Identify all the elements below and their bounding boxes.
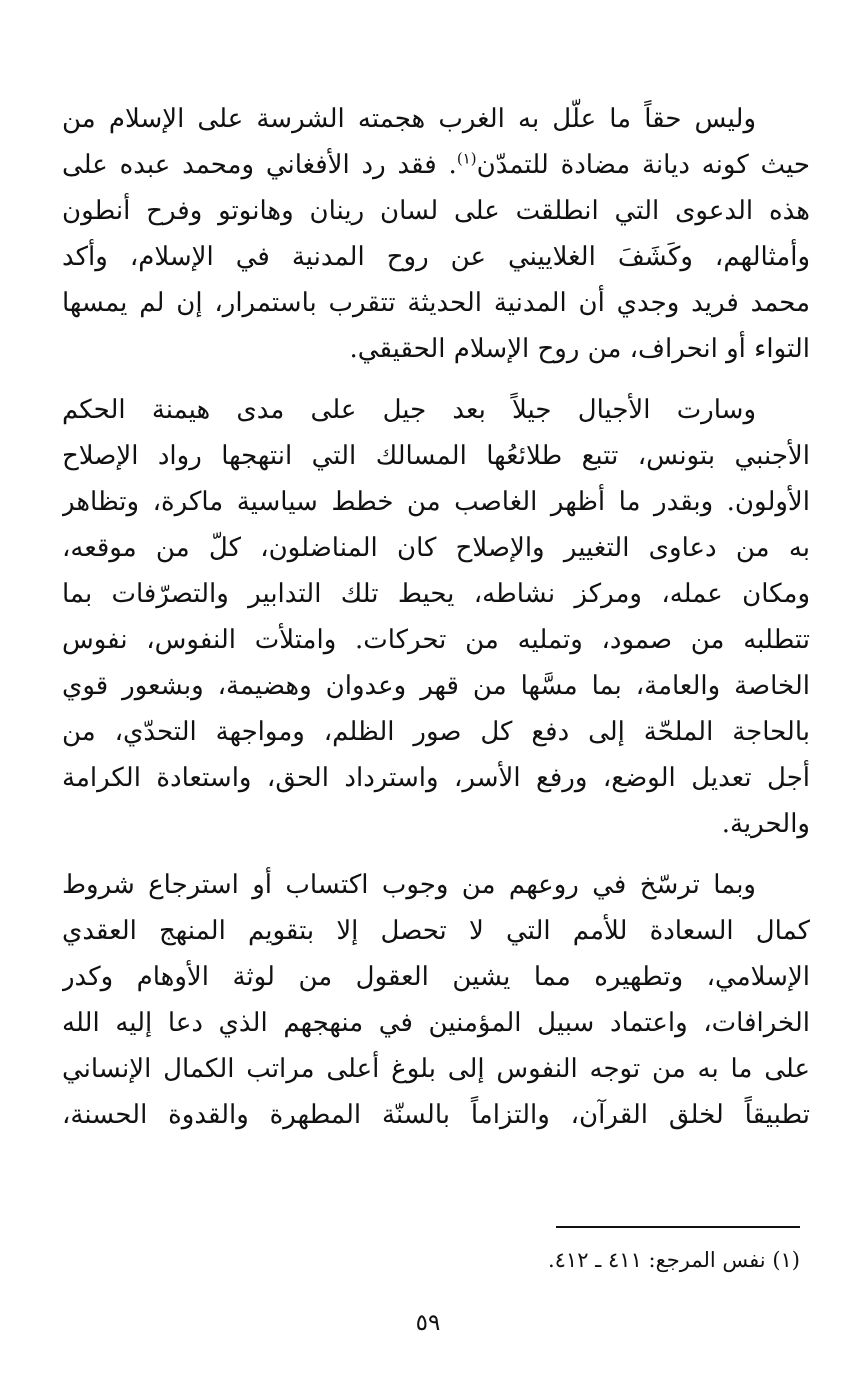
footnote: (١) نفس المرجع: ٤١١ ـ ٤١٢. <box>547 1248 800 1272</box>
text-line: الأجنبي بتونس، تتبع طلائعُها المسالك التي انتهجها رواد الإصلاح <box>62 441 810 471</box>
text-line: والحرية. <box>721 809 810 839</box>
footnote-separator <box>556 1226 800 1228</box>
text-line: تطبيقاً لخلق القرآن، والتزاماً بالسنّة المطهرة والقدوة الحسنة، <box>62 1100 810 1130</box>
footnote-reference[interactable]: (١) <box>456 149 477 168</box>
text-line: تتطلبه من صمود، وتمليه من تحركات. وامتلأت النفوس، نفوس <box>62 625 810 655</box>
text-line: محمد فريد وجدي أن المدنية الحديثة تتقرب باستمرار، إن لم يمسها <box>62 288 810 318</box>
page-number: ٥٩ <box>415 1310 441 1336</box>
text-line: الأولون. وبقدر ما أظهر الغاصب من خطط سياسية ماكرة، وتظاهر <box>62 487 810 517</box>
text-line: الإسلامي، وتطهيره مما يشين العقول من لوثة الأوهام وكدر <box>62 962 810 992</box>
book-page-body <box>62 96 810 1153</box>
paragraph-3 <box>62 862 810 1138</box>
text-line: هذه الدعوى التي انطلقت على لسان رينان وهانوتو وفرح أنطون <box>62 196 810 226</box>
paragraph-1 <box>62 96 810 372</box>
text-line: وبما ترسّخ في روعهم من وجوب اكتساب أو استرجاع شروط <box>62 870 756 900</box>
text-line-with-footnote <box>62 142 810 188</box>
text-line: الخرافات، واعتماد سبيل المؤمنين في منهجهم الذي دعا إليه الله <box>62 1008 810 1038</box>
text-line: ومكان عمله، ومركز نشاطه، يحيط تلك التدابير والتصرّفات بما <box>62 579 810 609</box>
text-line: بالحاجة الملحّة إلى دفع كل صور الظلم، ومواجهة التحدّي، من <box>62 717 810 747</box>
text-line: أجل تعديل الوضع، ورفع الأسر، واسترداد الحق، واستعادة الكرامة <box>62 763 810 793</box>
text-segment: . فقد رد الأفغاني ومحمد عبده على <box>62 150 457 180</box>
text-line: على ما به من توجه النفوس إلى بلوغ أعلى مراتب الكمال الإنساني <box>62 1054 810 1084</box>
text-line: التواء أو انحراف، من روح الإسلام الحقيقي. <box>349 334 810 364</box>
text-line: كمال السعادة للأمم التي لا تحصل إلا بتقويم المنهج العقدي <box>62 916 810 946</box>
paragraph-2 <box>62 387 810 847</box>
text-line: الخاصة والعامة، بما مسَّها من قهر وعدوان وهضيمة، وبشعور قوي <box>62 671 810 701</box>
text-line: وأمثالهم، وكَشَفَ الغلاييني عن روح المدنية في الإسلام، وأكد <box>62 242 810 272</box>
text-line: وسارت الأجيال جيلاً بعد جيل على مدى هيمنة الحكم <box>62 395 756 425</box>
text-segment: حيث كونه ديانة مضادة للتمدّن <box>476 150 810 180</box>
text-line: به من دعاوى التغيير والإصلاح كان المناضلون، كلّ من موقعه، <box>62 533 810 563</box>
text-line: وليس حقاً ما علّل به الغرب هجمته الشرسة على الإسلام من <box>62 104 756 134</box>
